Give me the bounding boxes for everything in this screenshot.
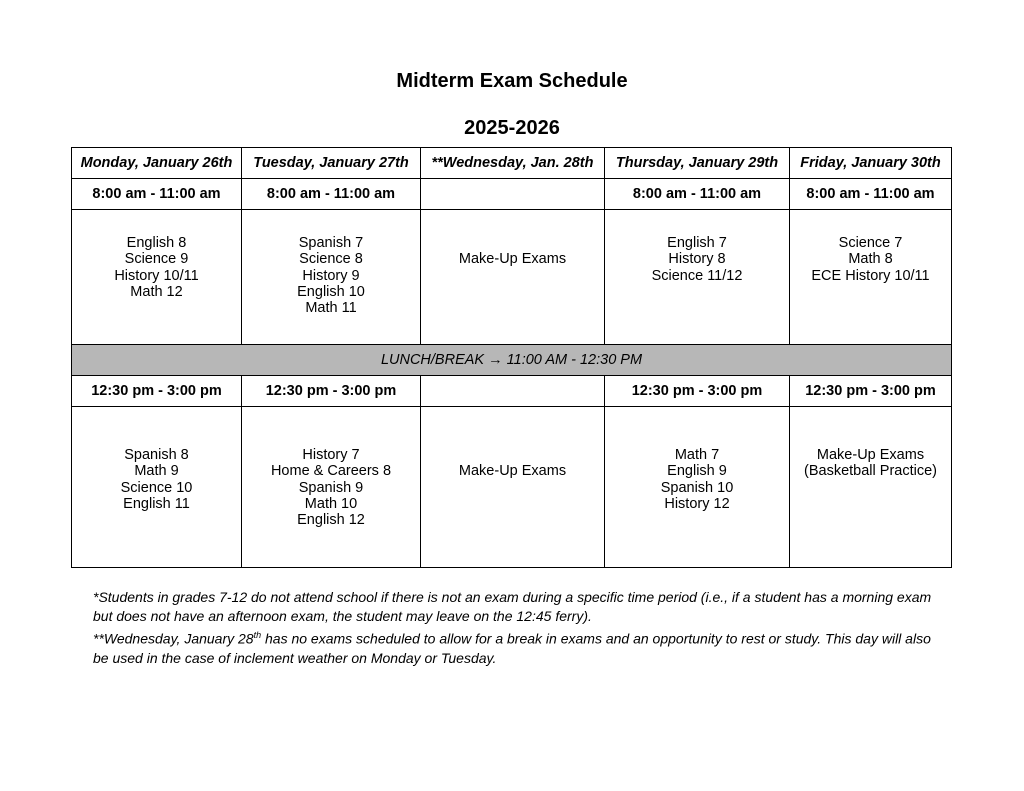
exam-item: Science 9: [124, 251, 189, 268]
time-slot: [421, 376, 605, 407]
page-title: Midterm Exam Schedule: [396, 70, 628, 92]
exam-item: Science 8: [299, 251, 363, 268]
exam-item: Math 9: [134, 463, 179, 480]
time-slot: [421, 179, 605, 210]
exam-item: Science 11/12: [651, 267, 743, 284]
exam-item: Make-Up Exams: [816, 447, 925, 463]
footnote-2-text-cont: has no exams scheduled to allow for a break in exams and an opportunity to rest or study. This day will also be used in the case of inclement weather on Monday or Tuesday.: [93, 630, 931, 666]
exam-item: English 7: [667, 235, 727, 251]
exam-item: Make-Up Exams: [458, 463, 567, 479]
morning-exams-row: [72, 210, 952, 345]
exam-item: Spanish 8: [124, 447, 189, 463]
morning-time-row: [72, 179, 952, 210]
afternoon-exams-row: [72, 407, 952, 568]
time-slot: 12:30 pm - 3:00 pm: [242, 376, 421, 407]
footnote-2-sup: th: [253, 630, 262, 640]
day-header: Thursday, January 29th: [605, 148, 790, 179]
footnotes: [93, 588, 933, 668]
school-year: 2025-2026: [464, 117, 560, 139]
exam-item: (Basketball Practice): [804, 463, 937, 480]
exam-cell: [421, 407, 605, 568]
time-slot: 8:00 am - 11:00 am: [242, 179, 421, 210]
time-slot: 12:30 pm - 3:00 pm: [72, 376, 242, 407]
exam-item: Math 8: [848, 251, 893, 268]
exam-item: Spanish 7: [298, 235, 364, 251]
afternoon-time-row: [72, 376, 952, 407]
exam-item: English 8: [126, 235, 187, 251]
exam-item: Home & Careers 8: [270, 463, 392, 480]
day-header: Monday, January 26th: [72, 148, 242, 179]
exam-cell: [72, 210, 242, 345]
exam-cell: [72, 407, 242, 568]
exam-item: English 11: [123, 495, 190, 512]
footnote-2: [93, 626, 933, 668]
exam-cell: [605, 210, 790, 345]
day-header: Friday, January 30th: [790, 148, 952, 179]
footnote-1: *Students in grades 7-12 do not attend school if there is not an exam during a specific time period (i.e., if a student has a morning exam but does not have an afternoon exam, the student may leave on the 12:45 ferry).: [93, 589, 932, 624]
exam-item: English 12: [297, 512, 365, 529]
exam-item: Math 12: [130, 283, 183, 300]
exam-cell: [790, 210, 952, 345]
exam-item: History 9: [302, 267, 360, 284]
time-slot: 12:30 pm - 3:00 pm: [790, 376, 952, 407]
exam-item: Math 11: [305, 300, 357, 317]
exam-cell: [605, 407, 790, 568]
exam-item: Make-Up Exams: [458, 251, 567, 267]
lunch-break: LUNCH/BREAK → 11:00 AM - 12:30 PM: [72, 345, 952, 376]
exam-item: History 8: [668, 251, 726, 268]
exam-item: Math 7: [674, 447, 720, 463]
exam-item: History 7: [302, 447, 360, 463]
exam-item: ECE History 10/11: [811, 267, 930, 284]
exam-item: Science 10: [120, 479, 193, 496]
exam-item: Spanish 9: [298, 479, 364, 496]
time-slot: 8:00 am - 11:00 am: [605, 179, 790, 210]
footnote-2-text: **Wednesday, January 28: [93, 630, 254, 647]
exam-cell: [242, 210, 421, 345]
exam-cell: [242, 407, 421, 568]
time-slot: 8:00 am - 11:00 am: [790, 179, 952, 210]
time-slot: 8:00 am - 11:00 am: [72, 179, 242, 210]
exam-item: Math 10: [304, 495, 358, 512]
exam-item: English 9: [667, 463, 727, 480]
exam-schedule-table: [71, 147, 952, 568]
exam-cell: [421, 210, 605, 345]
exam-item: Spanish 10: [660, 479, 734, 496]
day-header-row: [72, 148, 952, 179]
day-header: **Wednesday, Jan. 28th: [421, 148, 605, 179]
time-slot: 12:30 pm - 3:00 pm: [605, 376, 790, 407]
exam-item: English 10: [297, 283, 365, 300]
exam-item: Science 7: [838, 235, 903, 251]
exam-cell: [790, 407, 952, 568]
lunch-row: [72, 345, 952, 376]
exam-item: History 12: [664, 495, 730, 512]
exam-item: History 10/11: [114, 267, 199, 284]
day-header: Tuesday, January 27th: [242, 148, 421, 179]
